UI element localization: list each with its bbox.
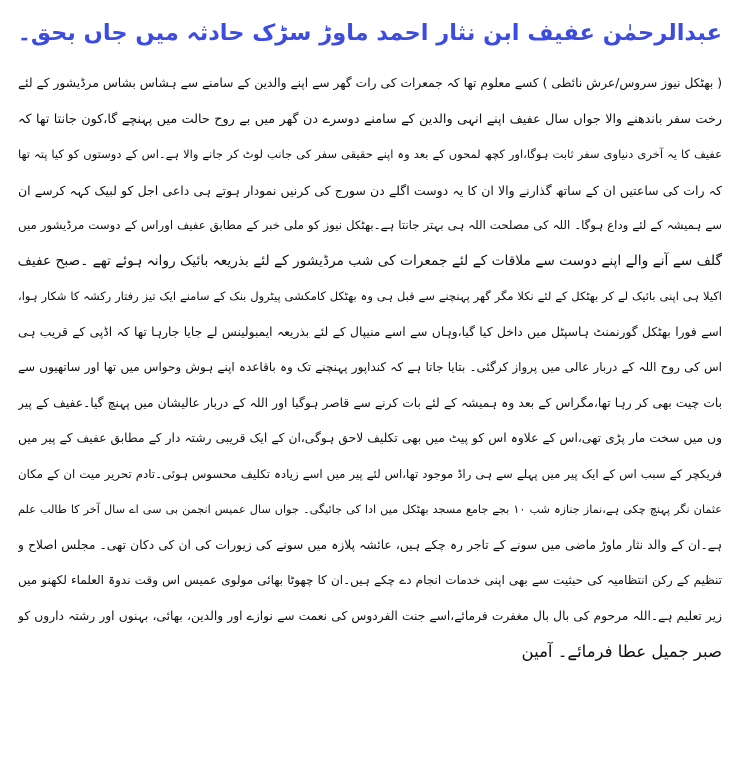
article-line: ( بھٹکل نیوز سروس/عرش نائطی ) کسے معلوم تھا کہ جمعرات کی رات گھر سے اپنے والدین کے سامنے سے ہشاس بشاس مرڈیشور کے لئے — [18, 76, 722, 90]
article-line: عثمان نگر پہنچ چکی ہے،نماز جنازہ شب ۱۰ بجے جامع مسجد بھٹکل میں ادا کی جائیگی۔ جواں سال عمیس انجمن بی سی اے سال آخر کا طالب علم — [18, 503, 722, 516]
article-line: اکیلا ہی اپنی بائیک لے کر بھٹکل کے لئے نکلا مگر گھر پہنچنے سے قبل ہی وہ بھٹکل کامکشی پیٹرول بنک کے سامنے ایک تیز رفتار رکشہ کا شکار ہوا، — [18, 289, 722, 303]
article-line: ہے۔ان کے والد نثار ماوڑ ماضی میں سونے کے تاجر رہ چکے ہیں، عائشہ پلازہ میں سونے کی زیورات کی ان کی دکان تھی۔ مجلس اصلاح و — [18, 537, 722, 552]
article-line: بات چیت بھی کر رہا تھا،مگراس کے بعد وہ ہمیشہ کے لئے بات کرنے سے قاصر ہوگیا اور اللہ کے دربار عالیشان میں پہنچ گیا۔عفیف کے پیر — [18, 395, 722, 410]
article-line: اسے فورا بھٹکل گورنمنٹ ہاسپٹل میں داخل کیا گیا،وہاں سے اسے منیپال کے لئے بذریعہ ایمبولینس لے جایا جارہا تھا کہ اڈپی کے قریب ہی — [18, 324, 722, 339]
article-body — [18, 66, 722, 670]
article-line: فریکچر کے سبب اس کے ایک پیر میں پہلے سے ہی راڈ موجود تھا،اس لئے پیر میں اسے زیادہ تکلیف محسوس ہوئی۔تادم تحریر میت ان کے مکان — [18, 466, 722, 481]
article-line: صبر جمیل عطا فرمائے۔ آمین — [521, 642, 722, 661]
article-line: کہ رات کی ساعتیں ان کے ساتھ گذارنے والا ان کا یہ دوست اگلے دن سورج کی کرنیں نمودار ہوتے ہی داعی اجل کو لبیک کہہ کرسے ان — [18, 182, 722, 198]
article-line: اس کی روح اللہ کے دربار عالی میں پرواز کرگئی۔ بتایا جاتا ہے کہ کنداپور پہنچنے تک وہ باقاعدہ اپنے ہوش وحواس میں تھا اور ساتھیوں سے — [18, 360, 722, 374]
article-line: عفیف کا یہ آخری دنیاوی سفر ثابت ہوگا،اور کچھ لمحوں کے بعد وہ اپنے حقیقی سفر کی جانب لوٹ کر جانے والا ہے۔اس کے دوستوں کو کیا پتہ تھا — [18, 147, 722, 161]
article-line: زیر تعلیم ہے۔اللہ مرحوم کی بال بال مغفرت فرمائے،اسے جنت الفردوس کی نعمت سے نوازے اور والدین، بھائی، بہنوں اور رشتہ داروں کو — [18, 608, 722, 623]
article-line: گلف سے آنے والے اپنے دوست سے ملاقات کے لئے جمعرات کی شب مرڈیشور کے لئے بذریعہ بائیک روانہ ہوئے تھے ۔صبح عفیف — [18, 252, 722, 269]
article-line: سے ہمیشہ کے لئے وداع ہوگا۔ اللہ کی مصلحت اللہ ہی بہتر جانتا ہے۔بھٹکل نیوز کو ملی خبر کے مطابق عفیف اوراس کے دوست مرڈیشور میں — [18, 218, 722, 232]
article-line: تنظیم کے رکن انتظامیہ کی حیثیت سے بھی اپنی خدمات انجام دے چکے ہیں۔ان کا چھوٹا بھائی مولوی عمیس اس وقت ندوۃ العلماء لکھنو میں — [18, 573, 722, 587]
article-line: وں میں سخت مار پڑی تھی،اس کے علاوہ اس کو پیٹ میں بھی تکلیف لاحق ہوگی،ان کے ایک قریبی رشتہ دار کے مطابق عفیف کے پیر میں — [18, 431, 722, 445]
article-headline: عبدالرحمٰن عفیف ابن نثار احمد ماوڑ سڑک حادثہ میں جاں بحق۔ — [18, 20, 722, 46]
article-line: رخت سفر باندھنے والا جواں سال عفیف اپنے انہی والدین کے سامنے دوسرے دن گھر میں بے روح حالت میں پہنچے گا،کون جانتا تھا کہ — [18, 111, 722, 127]
